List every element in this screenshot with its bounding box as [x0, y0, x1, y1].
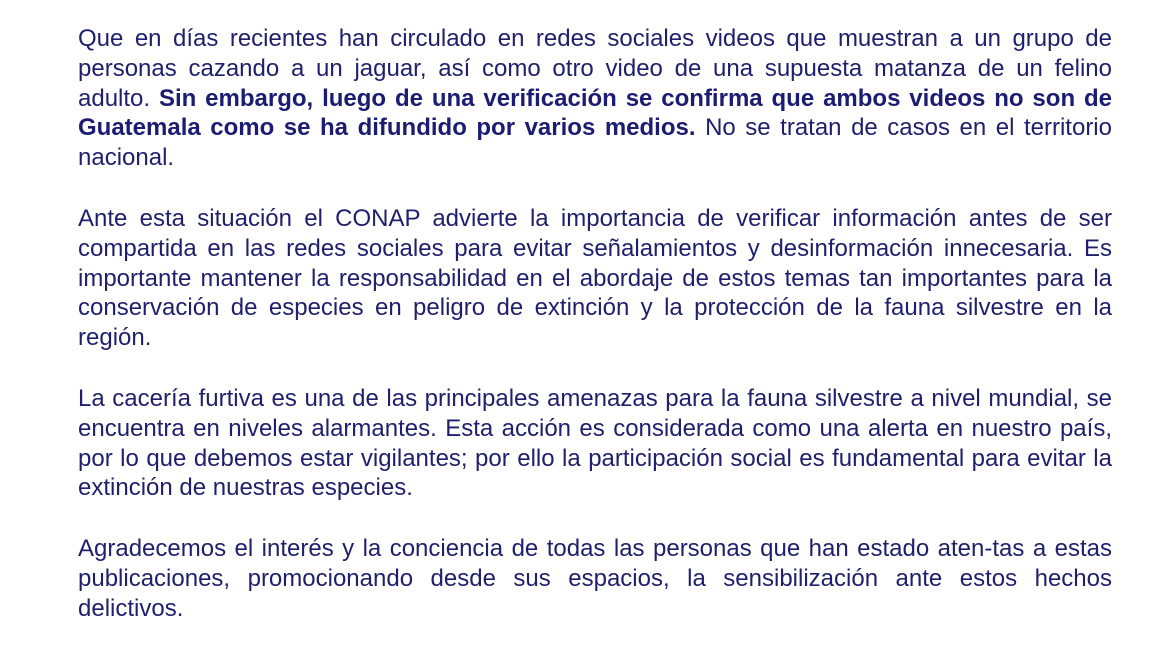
paragraph-3: [78, 384, 1112, 503]
paragraph-3-text: La cacería furtiva es una de las principales amenazas para la fauna silvestre a nivel mundial, se encuentra en niveles alarmantes. Esta acción es considerada como una alerta en nuestro país, por lo que debemos estar vigilantes; por ello la participación social es fundamental para evitar la extinción de nuestras especies.: [78, 384, 1112, 502]
paragraph-1-highlight: Sin embargo, luego de una verificación se confirma que ambos videos no son de Guatemala como se ha difundido por varios medios.: [78, 84, 1112, 142]
paragraph-2: [78, 204, 1112, 353]
paragraph-4-text: Agradecemos el interés y la conciencia de todas las personas que han estado aten-tas a estas publicaciones, promocionando desde sus espacios, la sensibilización ante estos hechos delictivos.: [78, 535, 1112, 622]
document-body: [78, 24, 1112, 655]
paragraph-2-text: Ante esta situación el CONAP advierte la importancia de verificar información antes de ser compartida en las redes sociales para evitar señalamientos y desinformación innecesaria. Es importante mantener la responsabilidad en el abordaje de estos temas tan importantes para la conservación de especies en peligro de extinción y la protección de la fauna silvestre en la región.: [78, 204, 1112, 352]
paragraph-1-segment-3: No se tratan de casos en el territorio nacional.: [78, 114, 1112, 172]
paragraph-4: [78, 534, 1112, 623]
paragraph-1-segment-1: Que en días recientes han circulado en redes sociales videos que muestran a un grupo de personas cazando a un jaguar, así como otro video de una supuesta matanza de un felino adulto.: [78, 25, 1112, 112]
paragraph-1: [78, 24, 1112, 173]
